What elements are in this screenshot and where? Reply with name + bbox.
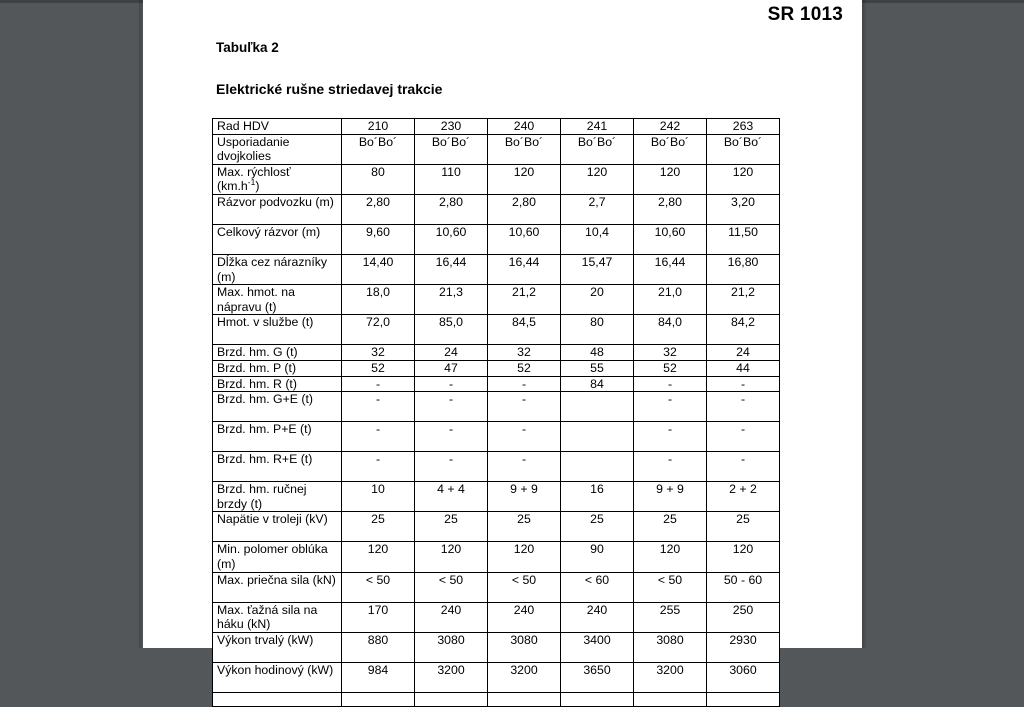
column-header-series-242: 242 — [634, 119, 707, 135]
cell-value: 4 + 4 — [415, 482, 488, 512]
table-row — [213, 662, 780, 692]
row-label: Výkon trvalý (kW) — [213, 632, 342, 662]
table-body — [213, 119, 780, 707]
cell-value: 255 — [634, 602, 707, 632]
table-row — [213, 224, 780, 254]
cell-value: 3080 — [488, 632, 561, 662]
table-subtitle: Elektrické rušne striedavej trakcie — [216, 81, 443, 97]
cell-value: 55 — [561, 360, 634, 376]
cell-value: 47 — [415, 360, 488, 376]
row-label: Brzd. hm. G+E (t) — [213, 392, 342, 422]
cell-value: 2,7 — [561, 194, 634, 224]
cell-value: 20 — [561, 285, 634, 315]
cell-value: < 50 — [415, 572, 488, 602]
cell-value: 52 — [342, 360, 415, 376]
cell-value: - — [488, 422, 561, 452]
cell-value: 3200 — [634, 662, 707, 692]
cell-value: - — [342, 392, 415, 422]
page-shadow-right — [862, 0, 867, 648]
column-header-series-240: 240 — [488, 119, 561, 135]
cell-value: 52 — [634, 360, 707, 376]
cell-value: 32 — [634, 345, 707, 361]
table-row — [213, 572, 780, 602]
cell-value: 120 — [561, 164, 634, 194]
table-row — [213, 164, 780, 194]
cell-value — [488, 692, 561, 706]
cell-value: 84,2 — [707, 315, 780, 345]
locomotive-specifications-table — [212, 118, 780, 707]
cell-value: - — [342, 452, 415, 482]
row-label: Brzd. hm. P (t) — [213, 360, 342, 376]
cell-value: 84,5 — [488, 315, 561, 345]
table-row — [213, 285, 780, 315]
cell-value: 16,44 — [634, 254, 707, 284]
cell-value: 9,60 — [342, 224, 415, 254]
cell-value: 120 — [415, 542, 488, 572]
cell-value: - — [488, 452, 561, 482]
cell-value: 3200 — [488, 662, 561, 692]
row-label: Min. polomer oblúka (m) — [213, 542, 342, 572]
row-label: Výkon hodinový (kW) — [213, 662, 342, 692]
row-label: Max. rýchlosť $(km.h^{-1})$ — [213, 164, 342, 194]
cell-value: 240 — [415, 602, 488, 632]
cell-value: 3080 — [634, 632, 707, 662]
cell-value — [561, 452, 634, 482]
row-label: Max. priečna sila (kN) — [213, 572, 342, 602]
cell-value — [342, 692, 415, 706]
cell-value: 21,2 — [707, 285, 780, 315]
table-row — [213, 194, 780, 224]
cell-value: 120 — [707, 164, 780, 194]
cell-value: - — [415, 422, 488, 452]
table-row — [213, 422, 780, 452]
cell-value: 120 — [634, 542, 707, 572]
row-label: Dĺžka cez nárazníky (m) — [213, 254, 342, 284]
cell-value: - — [342, 376, 415, 392]
table-row — [213, 134, 780, 164]
cell-value: Bo´Bo´ — [488, 134, 561, 164]
column-header-series-241: 241 — [561, 119, 634, 135]
cell-value: 880 — [342, 632, 415, 662]
cell-value: 48 — [561, 345, 634, 361]
cell-value — [561, 392, 634, 422]
cell-value: - — [634, 422, 707, 452]
cell-value — [707, 692, 780, 706]
row-label: Celkový rázvor (m) — [213, 224, 342, 254]
cell-value: 240 — [488, 602, 561, 632]
cell-value: 10,4 — [561, 224, 634, 254]
cell-value: 16,80 — [707, 254, 780, 284]
cell-value: 25 — [707, 512, 780, 542]
cell-value: < 50 — [342, 572, 415, 602]
cell-value: 24 — [415, 345, 488, 361]
cell-value: 16 — [561, 482, 634, 512]
cell-value: - — [342, 422, 415, 452]
cell-value: - — [415, 376, 488, 392]
cell-value: - — [707, 392, 780, 422]
cell-value: 3400 — [561, 632, 634, 662]
row-label: Usporiadanie dvojkolies — [213, 134, 342, 164]
cell-value: 25 — [415, 512, 488, 542]
table-header-row — [213, 119, 780, 135]
cell-value: 14,40 — [342, 254, 415, 284]
cell-value: 2 + 2 — [707, 482, 780, 512]
column-header-rad-hdv: Rad HDV — [213, 119, 342, 135]
cell-value: 72,0 — [342, 315, 415, 345]
cell-value: - — [415, 392, 488, 422]
cell-value: - — [707, 422, 780, 452]
cell-value: 120 — [342, 542, 415, 572]
table-row — [213, 345, 780, 361]
cell-value: 84 — [561, 376, 634, 392]
cell-value: < 60 — [561, 572, 634, 602]
cell-value: 44 — [707, 360, 780, 376]
cell-value: 18,0 — [342, 285, 415, 315]
cell-value: 21,3 — [415, 285, 488, 315]
cell-value: - — [488, 376, 561, 392]
cell-value: 32 — [342, 345, 415, 361]
cell-value: - — [634, 392, 707, 422]
cell-value: 10,60 — [634, 224, 707, 254]
row-label: Brzd. hm. G (t) — [213, 345, 342, 361]
cell-value: 3,20 — [707, 194, 780, 224]
table-row — [213, 360, 780, 376]
table-row — [213, 482, 780, 512]
cell-value: - — [415, 452, 488, 482]
row-label: Max. hmot. na nápravu (t) — [213, 285, 342, 315]
table-row — [213, 512, 780, 542]
row-label: Max. ťažná sila na háku (kN) — [213, 602, 342, 632]
row-label: Brzd. hm. R (t) — [213, 376, 342, 392]
row-label: Brzd. hm. ručnej brzdy (t) — [213, 482, 342, 512]
table-row — [213, 602, 780, 632]
cell-value: - — [634, 452, 707, 482]
cell-value: 25 — [488, 512, 561, 542]
cell-value: 9 + 9 — [634, 482, 707, 512]
cell-value — [561, 422, 634, 452]
column-header-series-210: 210 — [342, 119, 415, 135]
table-row — [213, 254, 780, 284]
table-row — [213, 392, 780, 422]
cell-value: - — [707, 376, 780, 392]
cell-value: 250 — [707, 602, 780, 632]
cell-value: 16,44 — [488, 254, 561, 284]
cell-value: 3650 — [561, 662, 634, 692]
cell-value: 25 — [634, 512, 707, 542]
cell-value — [634, 692, 707, 706]
cell-value: Bo´Bo´ — [561, 134, 634, 164]
table-row — [213, 315, 780, 345]
cell-value: 10,60 — [488, 224, 561, 254]
cell-value: 80 — [342, 164, 415, 194]
cell-value: Bo´Bo´ — [342, 134, 415, 164]
cell-value: 3080 — [415, 632, 488, 662]
column-header-series-230: 230 — [415, 119, 488, 135]
document-page — [143, 0, 862, 677]
cell-value: 25 — [561, 512, 634, 542]
table-row — [213, 452, 780, 482]
cell-value: 80 — [561, 315, 634, 345]
cell-value: Bo´Bo´ — [634, 134, 707, 164]
cell-value: 21,0 — [634, 285, 707, 315]
cell-value: 110 — [415, 164, 488, 194]
cell-value: 170 — [342, 602, 415, 632]
cell-value — [415, 692, 488, 706]
cell-value: 3060 — [707, 662, 780, 692]
cell-value: 240 — [561, 602, 634, 632]
cell-value: 2,80 — [342, 194, 415, 224]
table-row — [213, 376, 780, 392]
cell-value: Bo´Bo´ — [415, 134, 488, 164]
cell-value: 90 — [561, 542, 634, 572]
cell-value: 10 — [342, 482, 415, 512]
cell-value — [561, 692, 634, 706]
cell-value: 2930 — [707, 632, 780, 662]
cell-value: 52 — [488, 360, 561, 376]
row-label: Brzd. hm. P+E (t) — [213, 422, 342, 452]
row-label: Napätie v troleji (kV) — [213, 512, 342, 542]
cell-value: 25 — [342, 512, 415, 542]
cell-value: 2,80 — [488, 194, 561, 224]
row-label: Brzd. hm. R+E (t) — [213, 452, 342, 482]
table-row — [213, 692, 780, 706]
cell-value: 84,0 — [634, 315, 707, 345]
row-label: Rázvor podvozku (m) — [213, 194, 342, 224]
cell-value: - — [634, 376, 707, 392]
cell-value: < 50 — [634, 572, 707, 602]
column-header-series-263: 263 — [707, 119, 780, 135]
cell-value: 24 — [707, 345, 780, 361]
cell-value: 15,47 — [561, 254, 634, 284]
cell-value: 32 — [488, 345, 561, 361]
cell-value: 120 — [488, 542, 561, 572]
table-row — [213, 542, 780, 572]
cell-value: 85,0 — [415, 315, 488, 345]
cell-value: < 50 — [488, 572, 561, 602]
cell-value: 10,60 — [415, 224, 488, 254]
cell-value: Bo´Bo´ — [707, 134, 780, 164]
cell-value: 984 — [342, 662, 415, 692]
cell-value: - — [488, 392, 561, 422]
table-row — [213, 632, 780, 662]
cell-value: 16,44 — [415, 254, 488, 284]
cell-value: 11,50 — [707, 224, 780, 254]
cell-value: 120 — [488, 164, 561, 194]
table-caption: Tabuľka 2 — [216, 40, 279, 55]
document-header-code: SR 1013 — [767, 4, 843, 25]
cell-value: 2,80 — [634, 194, 707, 224]
cell-value: 21,2 — [488, 285, 561, 315]
cell-value: 120 — [634, 164, 707, 194]
cell-value: 120 — [707, 542, 780, 572]
cell-value: 2,80 — [415, 194, 488, 224]
cell-value: - — [707, 452, 780, 482]
cell-value: 9 + 9 — [488, 482, 561, 512]
row-label — [213, 692, 342, 706]
cell-value: 3200 — [415, 662, 488, 692]
cell-value: 50 - 60 — [707, 572, 780, 602]
row-label: Hmot. v službe (t) — [213, 315, 342, 345]
